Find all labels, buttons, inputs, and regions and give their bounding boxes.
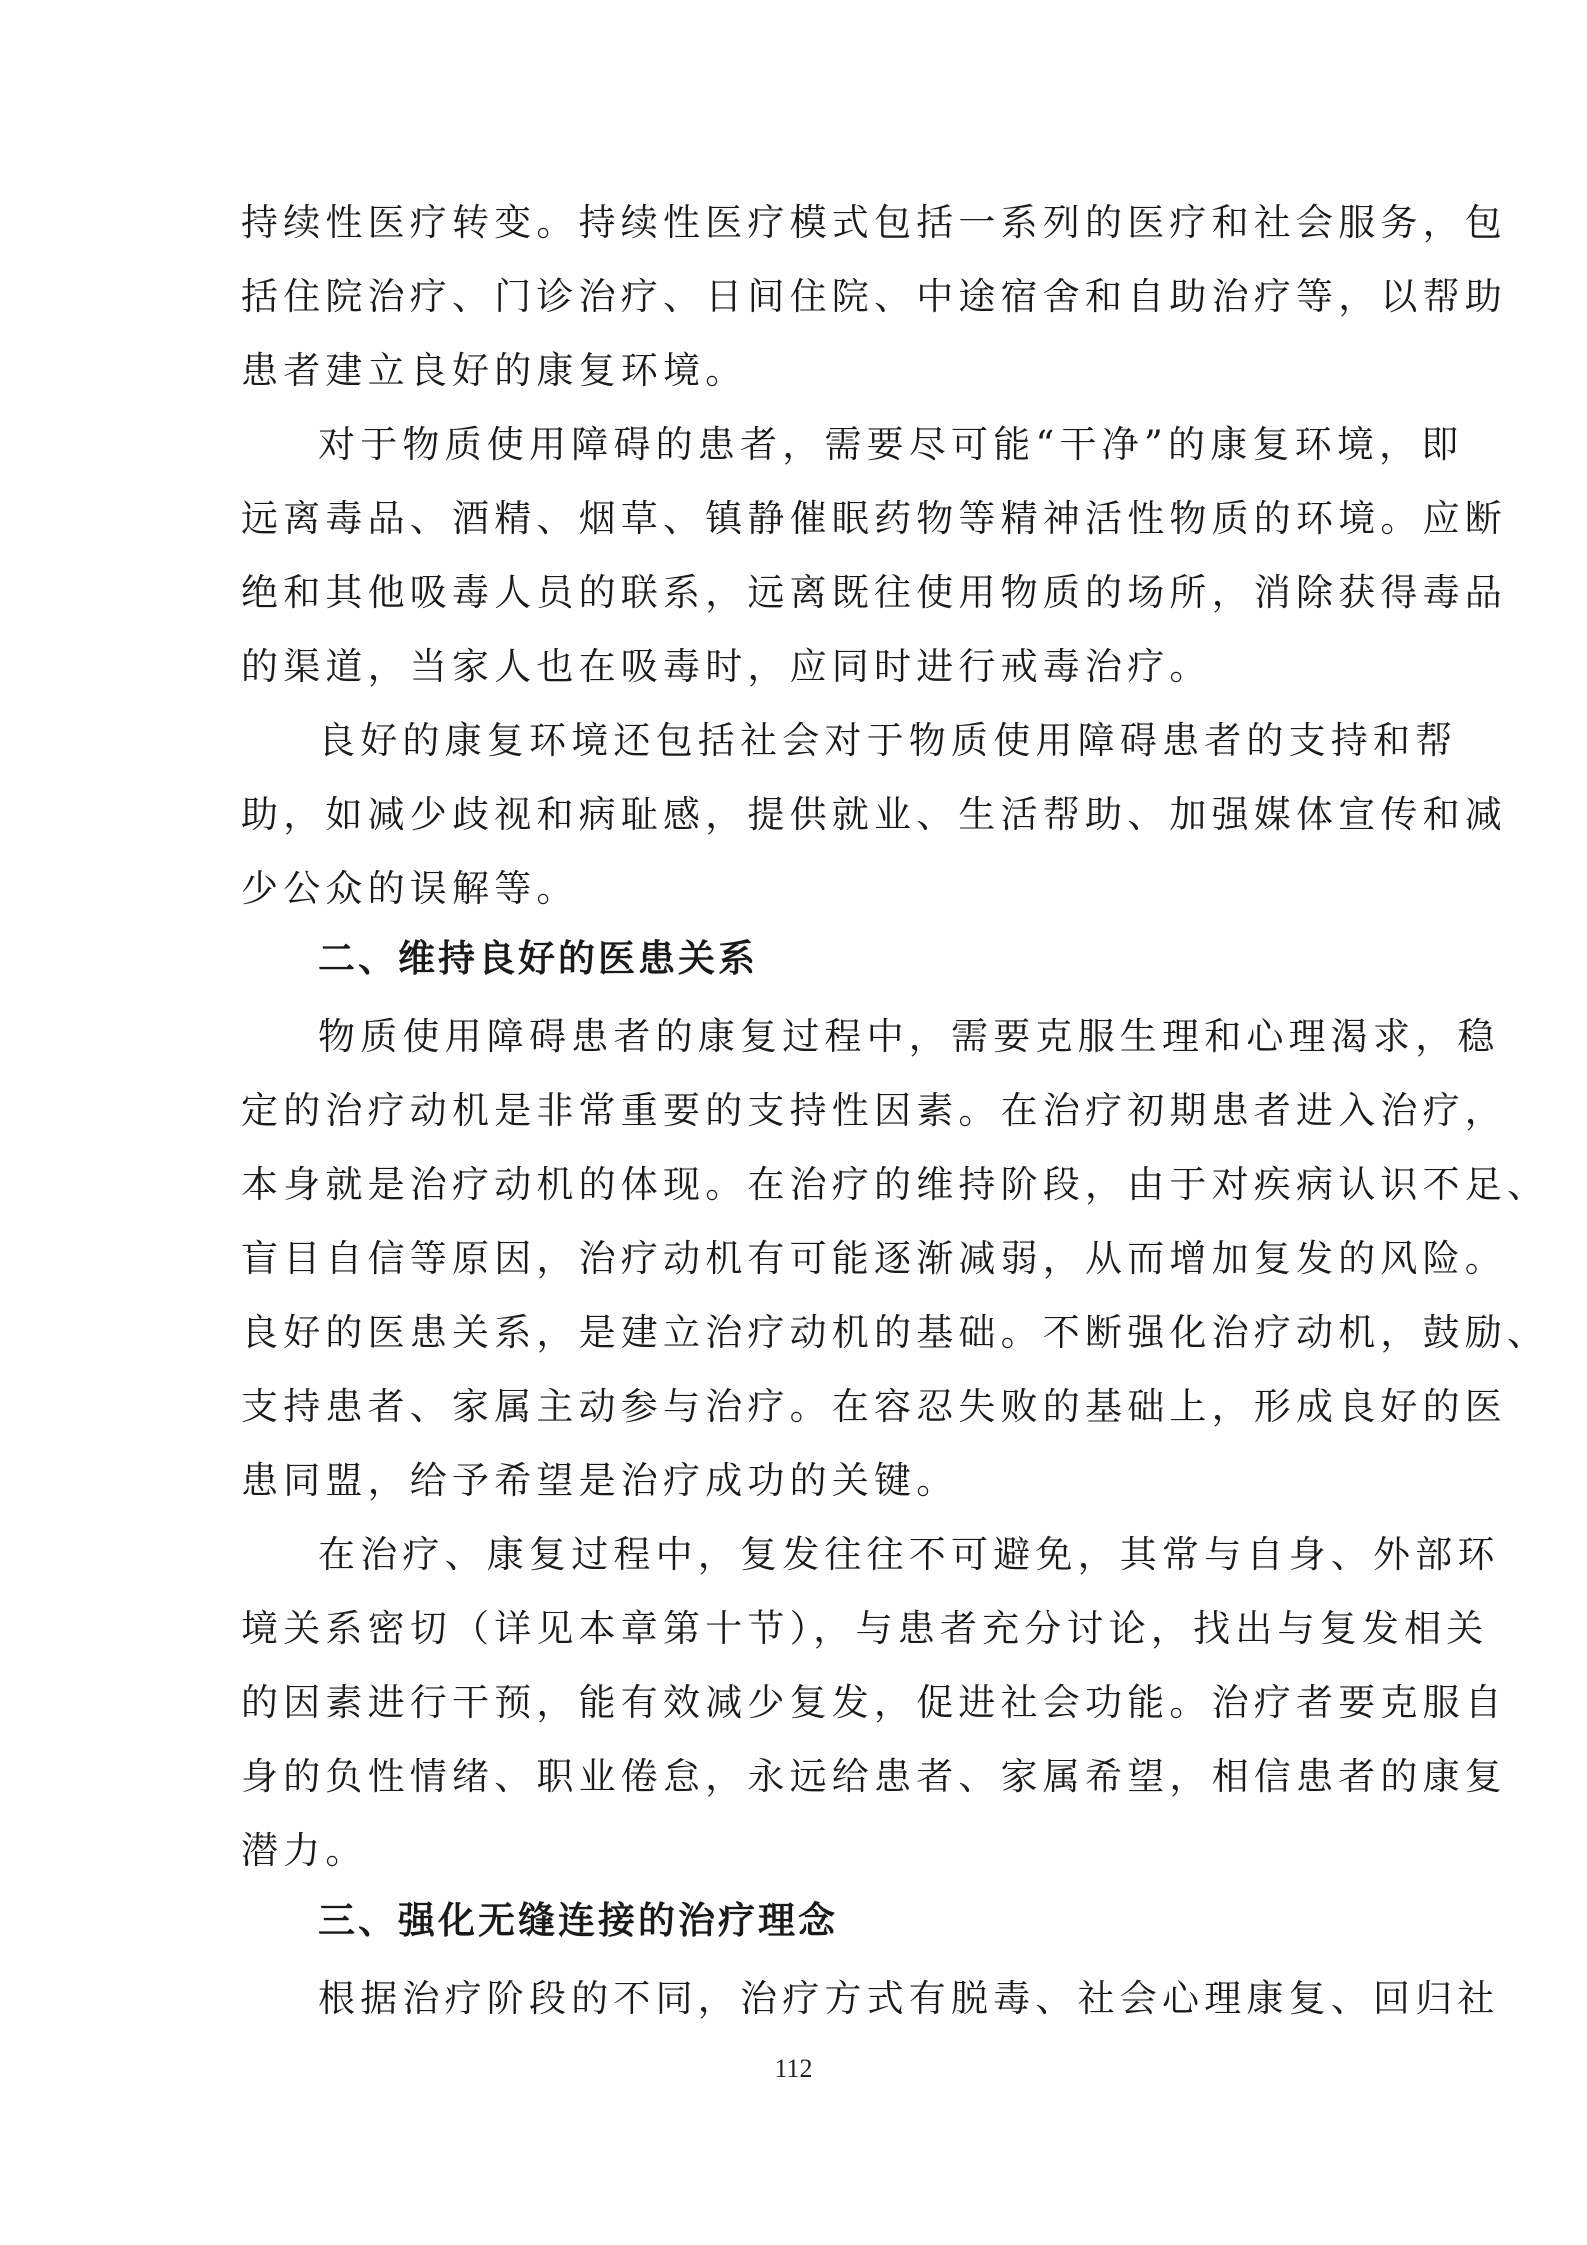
text-line: 盲目自信等原因，治疗动机有可能逐渐减弱，从而增加复发的风险。 xyxy=(241,1237,1507,1280)
page-number: 112 xyxy=(774,2054,813,2083)
text-line: 对于物质使用障碍的患者，需要尽可能“干净”的康复环境，即 xyxy=(318,423,1464,466)
section-heading: 三、强化无缝连接的治疗理念 xyxy=(318,1899,838,1942)
text-line: 定的治疗动机是非常重要的支持性因素。在治疗初期患者进入治疗， xyxy=(241,1089,1507,1132)
text-line: 的渠道，当家人也在吸毒时，应同时进行戒毒治疗。 xyxy=(241,645,1212,688)
text-line: 在治疗、康复过程中，复发往往不可避免，其常与自身、外部环 xyxy=(318,1533,1500,1576)
text-line: 物质使用障碍患者的康复过程中，需要克服生理和心理渴求，稳 xyxy=(318,1015,1500,1058)
text-line: 助，如减少歧视和病耻感，提供就业、生活帮助、加强媒体宣传和减 xyxy=(241,793,1507,836)
section-heading: 二、维持良好的医患关系 xyxy=(318,937,758,980)
text-line: 患同盟，给予希望是治疗成功的关键。 xyxy=(241,1459,959,1502)
text-line: 括住院治疗、门诊治疗、日间住院、中途宿舍和自助治疗等，以帮助 xyxy=(241,275,1507,318)
text-line: 支持患者、家属主动参与治疗。在容忍失败的基础上，形成良好的医 xyxy=(241,1385,1507,1428)
text-line: 少公众的误解等。 xyxy=(241,867,579,910)
text-line: 患者建立良好的康复环境。 xyxy=(241,349,748,392)
text-line: 持续性医疗转变。持续性医疗模式包括一系列的医疗和社会服务，包 xyxy=(241,201,1507,244)
text-line: 本身就是治疗动机的体现。在治疗的维持阶段，由于对疾病认识不足、 xyxy=(241,1163,1550,1206)
text-line: 潜力。 xyxy=(241,1829,368,1872)
text-line: 根据治疗阶段的不同，治疗方式有脱毒、社会心理康复、回归社 xyxy=(318,1977,1500,2020)
text-line: 远离毒品、酒精、烟草、镇静催眠药物等精神活性物质的环境。应断 xyxy=(241,497,1507,540)
text-line: 绝和其他吸毒人员的联系，远离既往使用物质的场所，消除获得毒品 xyxy=(241,571,1507,614)
text-line: 身的负性情绪、职业倦怠，永远给患者、家属希望，相信患者的康复 xyxy=(241,1755,1507,1798)
text-line: 境关系密切（详见本章第十节），与患者充分讨论，找出与复发相关 xyxy=(241,1607,1489,1650)
text-line: 良好的医患关系，是建立治疗动机的基础。不断强化治疗动机，鼓励、 xyxy=(241,1311,1550,1354)
text-line: 良好的康复环境还包括社会对于物质使用障碍患者的支持和帮 xyxy=(318,719,1458,762)
text-line: 的因素进行干预，能有效减少复发，促进社会功能。治疗者要克服自 xyxy=(241,1681,1507,1724)
